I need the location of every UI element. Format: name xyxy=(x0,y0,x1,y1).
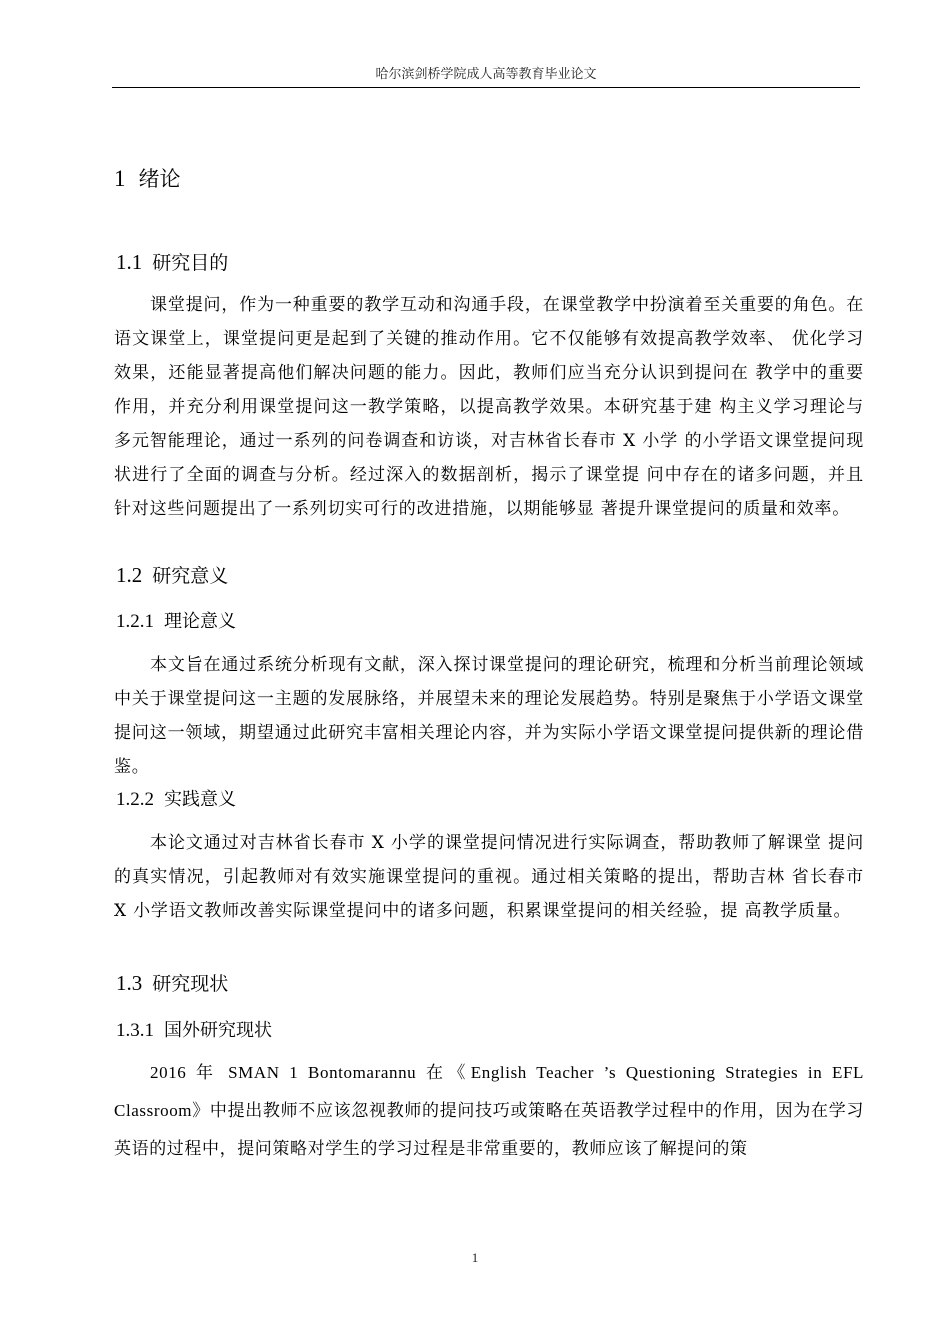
section-heading-1-3 xyxy=(116,969,228,998)
subsection-heading-1-3-1 xyxy=(116,1018,272,1044)
header-rule xyxy=(112,87,860,88)
subsection-title: 实践意义 xyxy=(164,789,236,810)
section-title: 研究目的 xyxy=(152,252,229,274)
section-heading-1-2 xyxy=(116,561,228,590)
subsection-title: 理论意义 xyxy=(164,611,236,632)
paragraph-practical-significance: 本论文通过对吉林省长春市 X 小学的课堂提问情况进行实际调查，帮助教师了解课堂 提问的真实情况，引起教师对有效实施课堂提问的重视。通过相关策略的提出，帮助吉林 省长春市 X 小学语文教师改善实际课堂提问中的诸多问题，积累课堂提问的相关经验，提 高教学质量。 xyxy=(114,833,864,921)
paragraph-research-purpose: 课堂提问，作为一种重要的教学互动和沟通手段，在课堂教学中扮演着至关重要的角色。在语文课堂上，课堂提问更是起到了关键的推动作用。它不仅能够有效提高教学效率、 优化学习效果，还能显著提高他们解决问题的能力。因此，教师们应当充分认识到提问在 教学中的重要作用，并充分利用课堂提问这一教学策略，以提高教学效果。本研究基于建 构主义学习理论与多元智能理论，通过一系列的问卷调查和访谈，对吉林省长春市 X 小学 的小学语文课堂提问现状进行了全面的调查与分析。经过深入的数据剖析，揭示了课堂提 问中存在的诸多问题，并且针对这些问题提出了一系列切实可行的改进措施，以期能够显 著提升课堂提问的质量和效率。 xyxy=(114,295,864,519)
chapter-heading xyxy=(114,164,181,194)
subsection-number: 1.3.1 xyxy=(116,1020,154,1041)
running-header: 哈尔滨剑桥学院成人高等教育毕业论文 xyxy=(375,66,597,81)
subsection-number: 1.2.2 xyxy=(116,789,154,810)
page-number: 1 xyxy=(471,1250,479,1265)
section-heading-1-1 xyxy=(116,248,228,277)
section-number: 1.3 xyxy=(116,971,143,995)
section-title: 研究现状 xyxy=(152,973,229,995)
paragraph-theoretical-significance: 本文旨在通过系统分析现有文献，深入探讨课堂提问的理论研究，梳理和分析当前理论领域中关于课堂提问这一主题的发展脉络，并展望未来的理论发展趋势。特别是聚焦于小学语文课堂提问这一领域，期望通过此研究丰富相关理论内容，并为实际小学语文课堂提问提供新的理论借鉴。 xyxy=(114,655,864,777)
subsection-title: 国外研究现状 xyxy=(164,1020,272,1041)
paragraph-foreign-research-status: 2016 年 SMAN 1 Bontomarannu 在《English Teacher ’s Questioning Strategies in EFL Classroom》中提出教师不应该忽视教师的提问技巧或策略在英语教学过程中的作用，因为在学习英语的过程中，提问策略对学生的学习过程是非常重要的，教师应该了解提问的策 xyxy=(114,1063,864,1158)
subsection-heading-1-2-2 xyxy=(116,787,236,813)
section-number: 1.2 xyxy=(116,563,143,587)
chapter-number: 1 xyxy=(114,166,126,191)
chapter-title: 绪论 xyxy=(138,167,181,191)
section-title: 研究意义 xyxy=(152,565,229,587)
subsection-heading-1-2-1 xyxy=(116,609,236,635)
section-number: 1.1 xyxy=(116,250,143,274)
subsection-number: 1.2.1 xyxy=(116,611,154,632)
